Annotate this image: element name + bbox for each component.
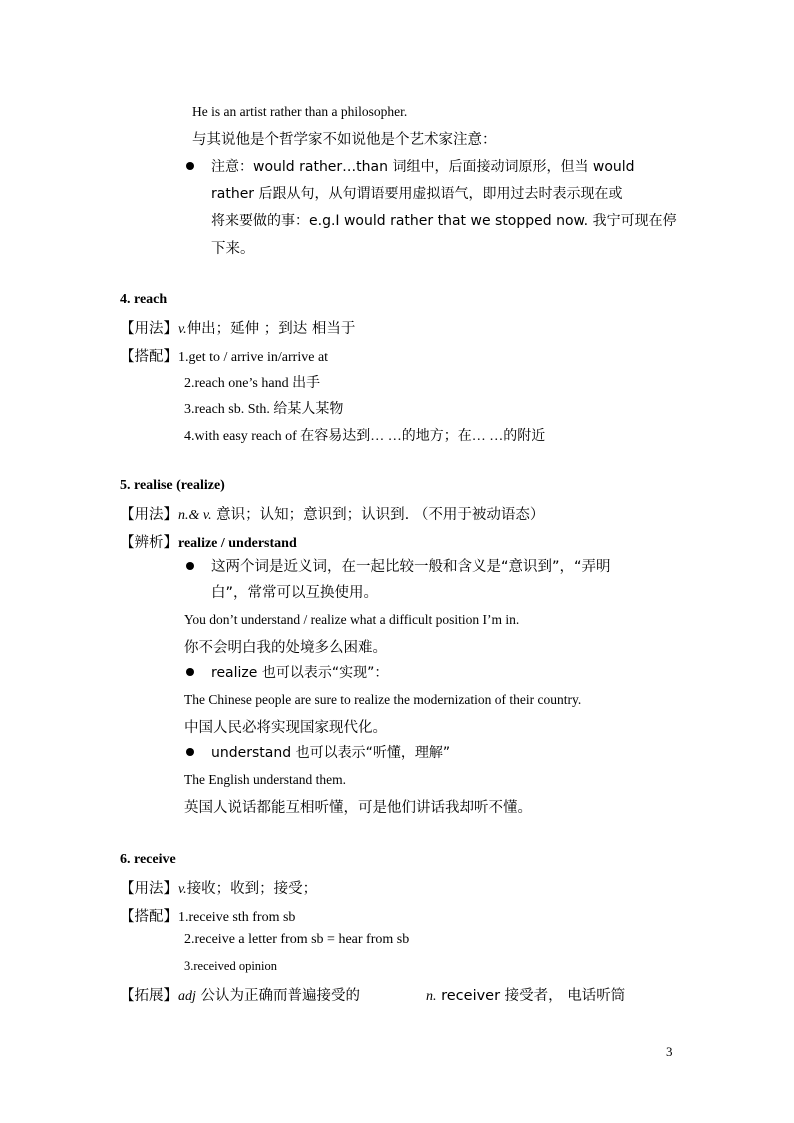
example-sentence-en: The English understand them. (184, 772, 346, 787)
collocation-tag: 【搭配】 (120, 349, 178, 365)
extension-text: 公认为正确而普遍接受的 (195, 988, 360, 1004)
example-sentence-zh: 中国人民必将实现国家现代化。 (184, 720, 387, 736)
bullet-dot (186, 748, 194, 756)
example-sentence-en: He is an artist rather than a philosopher. (192, 104, 408, 119)
receive-collocation-line (120, 905, 295, 926)
note-line-4: 下来。 (211, 241, 255, 257)
usage-tag: 【用法】 (120, 507, 178, 523)
realise-analysis-line (120, 531, 297, 552)
bullet-text: 白”，常常可以互换使用。 (211, 585, 379, 601)
receive-usage-line (120, 877, 317, 898)
note-line-3: 将来要做的事：e.g.I would rather that we stopped now. 我宁可现在停 (211, 213, 677, 229)
receive-extension-noun (426, 984, 625, 1005)
part-of-speech: n. (426, 989, 437, 1004)
analysis-tag: 【辨析】 (120, 535, 178, 551)
example-sentence-zh: 与其说他是个哲学家不如说他是个艺术家注意： (192, 132, 497, 148)
bullet-text: understand 也可以表示“听懂，理解” (211, 745, 451, 761)
note-line-1: 注意：would rather…than 词组中，后面接动词原形，但当 would (211, 159, 635, 175)
collocation-item: 4.with easy reach of 在容易达到… …的地方；在… …的附近 (184, 429, 546, 444)
collocation-item: 2.receive a letter from sb = hear from sb (184, 932, 410, 947)
collocation-tag: 【搭配】 (120, 909, 178, 925)
collocation-item: 3.received opinion (184, 959, 278, 973)
bullet-dot (186, 562, 194, 570)
part-of-speech: v. (178, 882, 187, 897)
bullet-dot (186, 162, 194, 170)
collocation-item: 2.reach one’s hand 出手 (184, 376, 321, 391)
collocation-item: 1.get to / arrive in/arrive at (178, 350, 329, 365)
usage-text: 伸出；延伸 ；到达 相当于 (186, 321, 356, 337)
part-of-speech: v. (178, 322, 187, 337)
usage-text: 接收；收到；接受； (186, 881, 318, 897)
part-of-speech: adj (178, 989, 196, 1004)
section-heading-reach: 4. reach (120, 292, 168, 307)
example-sentence-en: You don’t understand / realize what a difficult position I’m in. (184, 612, 520, 627)
analysis-text: realize / understand (178, 536, 297, 551)
page-number: 3 (666, 1044, 673, 1059)
example-sentence-zh: 英国人说话都能互相听懂，可是他们讲话我却听不懂。 (184, 800, 532, 816)
note-line-2: rather 后跟从句，从句谓语要用虚拟语气，即用过去时表示现在或 (211, 186, 623, 202)
bullet-text: 这两个词是近义词，在一起比较一般和含义是“意识到”，“弄明 (211, 559, 611, 575)
extension-text: receiver 接受者， 电话听筒 (436, 988, 626, 1004)
receive-extension-line (120, 984, 360, 1005)
usage-tag: 【用法】 (120, 881, 178, 897)
reach-usage-line (120, 317, 355, 338)
collocation-item: 1.receive sth from sb (178, 910, 296, 925)
example-sentence-zh: 你不会明白我的处境多么困难。 (184, 640, 387, 656)
realise-usage-line (120, 503, 544, 524)
example-sentence-en: The Chinese people are sure to realize the modernization of their country. (184, 692, 582, 707)
part-of-speech: n.& v. (178, 508, 212, 523)
section-heading-realise: 5. realise (realize) (120, 478, 225, 493)
bullet-dot (186, 668, 194, 676)
extension-tag: 【拓展】 (120, 988, 178, 1004)
usage-tag: 【用法】 (120, 321, 178, 337)
section-heading-receive: 6. receive (120, 852, 176, 867)
collocation-item: 3.reach sb. Sth. 给某人某物 (184, 402, 344, 417)
bullet-text: realize 也可以表示“实现”： (211, 665, 389, 681)
reach-collocation-line (120, 345, 328, 366)
usage-text: 意识；认知；意识到；认识到. （不用于被动语态） (211, 507, 545, 523)
